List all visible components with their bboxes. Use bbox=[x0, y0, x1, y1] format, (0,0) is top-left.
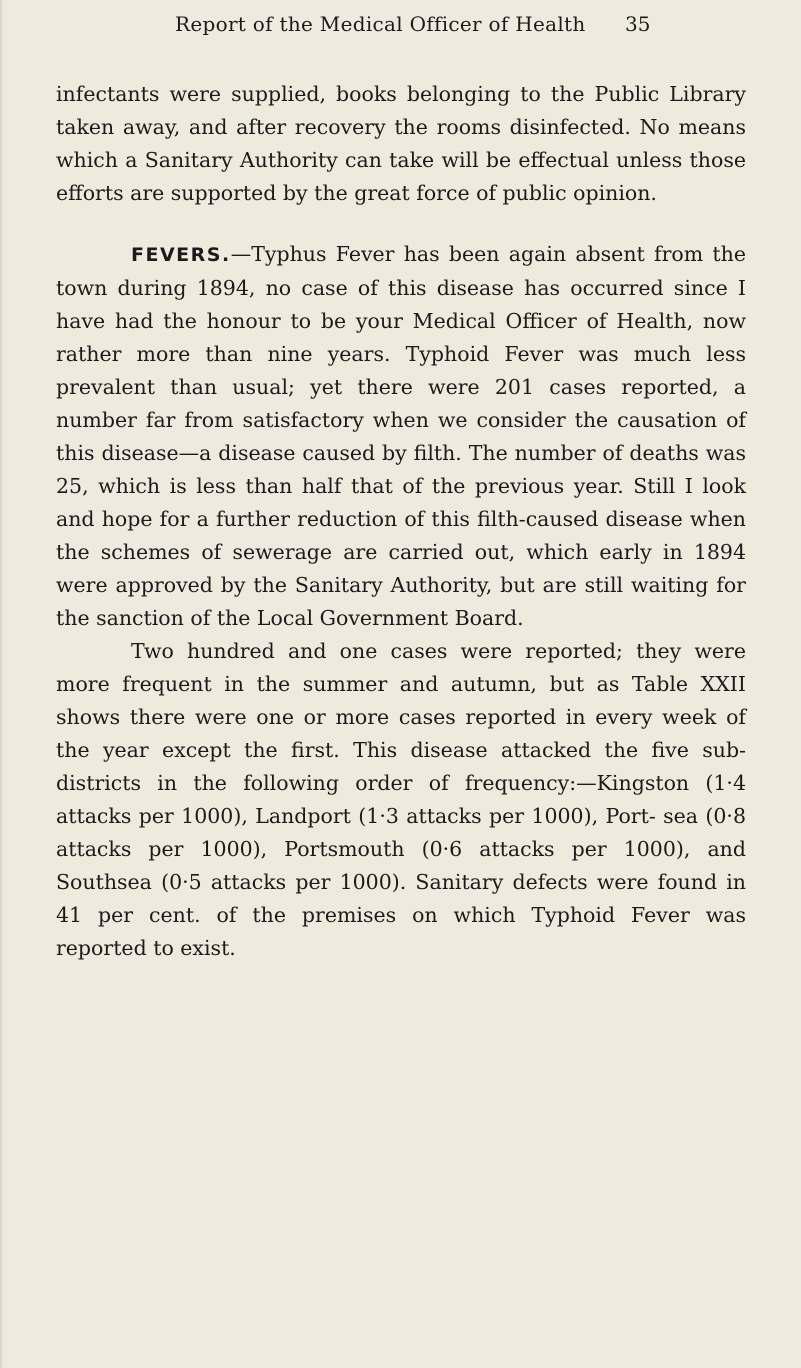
paragraph-typhoid-cases: Two hundred and one cases were reported; they were more frequent in the summer and autumn, but as Table XXII shows there were one or more cases reported in every week of the year except the first. This disease attacked the five sub-districts in the following order of frequency:—Kingston (1·4 attacks per 1000), Landport (1·3 attacks per 1000), Port- sea (0·8 attacks per 1000), Portsmouth (0·6 attacks per 1000), and Southsea (0·5 attacks per 1000). Sanitary defects were found in 41 per cent. of the premises on which Typhoid Fever was reported to exist. bbox=[56, 639, 746, 960]
running-header bbox=[175, 12, 651, 52]
paragraph-fevers bbox=[56, 238, 746, 635]
paragraph-disinfection: infectants were supplied, books belonging to the Public Library taken away, and after recovery the rooms disinfected. No means which a Sanitary Authority can take will be effectual unless those efforts are supported by the great force of public opinion. bbox=[56, 82, 746, 205]
page-edge-shadow bbox=[0, 0, 3, 1368]
body-text bbox=[56, 78, 746, 965]
header-title: Report of the Medical Officer of Health bbox=[175, 12, 586, 36]
paragraph-fevers-body: —Typhus Fever has been again absent from the town during 1894, no case of this disease has occurred since I have had the honour to be your Medical Officer of Health, now rather more than nine years. Typhoid Fever was much less prevalent than usual; yet there were 201 cases reported, a number far from satisfactory when we consider the causation of this disease—a disease caused by filth. The number of deaths was 25, which is less than half that of the previous year. Still I look and hope for a further reduction of this filth-caused disease when the schemes of sewerage are carried out, which early in 1894 were approved by the Sanitary Authority, but are still waiting for the sanction of the Local Government Board. bbox=[56, 242, 746, 630]
page-number: 35 bbox=[625, 12, 651, 36]
section-heading-fevers: FEVERS. bbox=[131, 244, 231, 266]
